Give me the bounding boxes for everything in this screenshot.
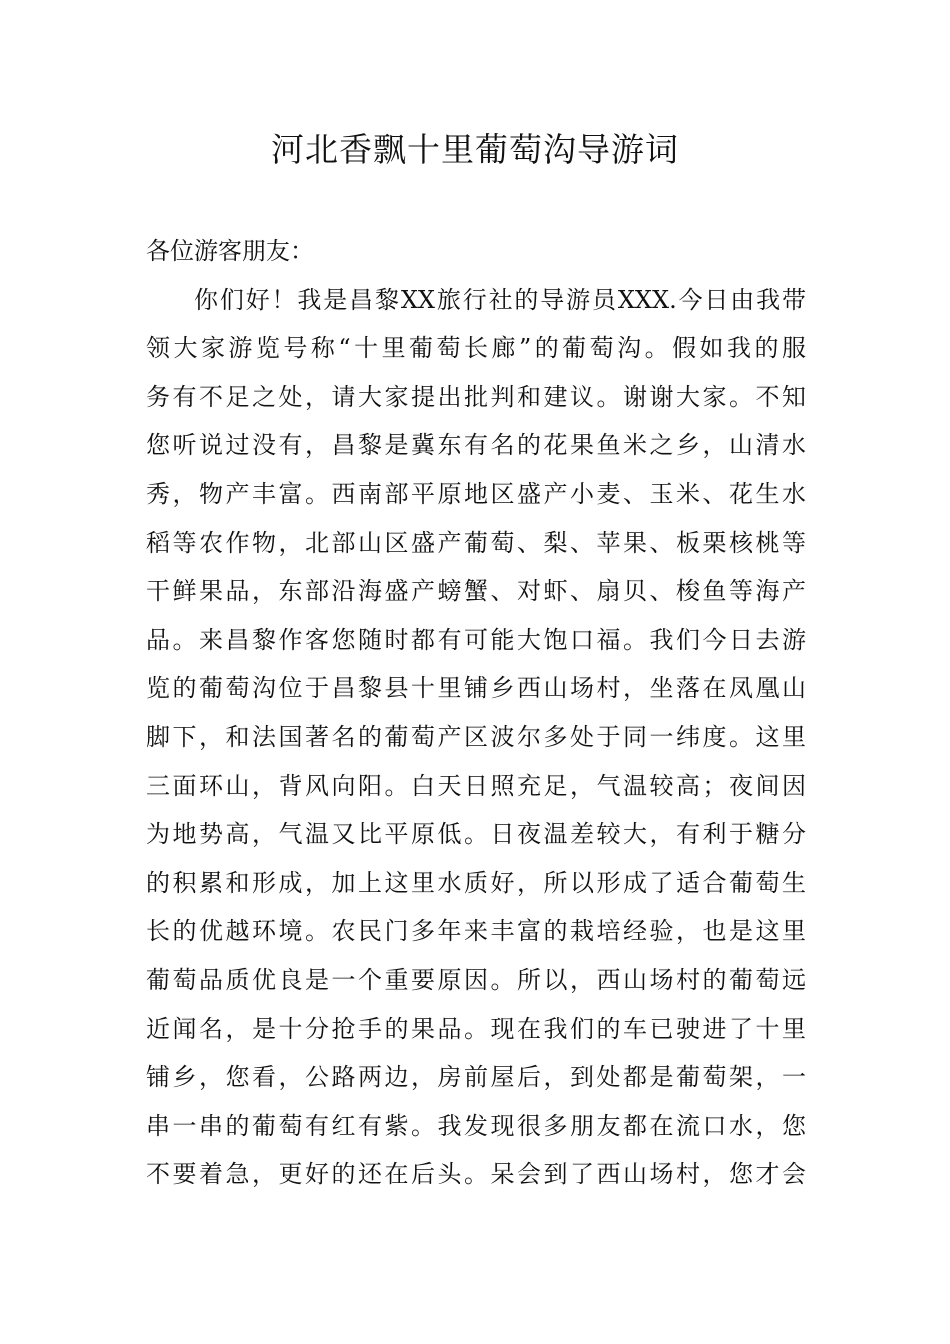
body-line: 品。来昌黎作客您随时都有可能大饱口福。我们今日去游 xyxy=(146,625,806,654)
body-line: 串一串的葡萄有红有紫。我发现很多朋友都在流口水，您 xyxy=(146,1111,806,1140)
body-line: 脚下，和法国著名的葡萄产区波尔多处于同一纬度。这里 xyxy=(146,722,806,751)
body-line: 为地势高，气温又比平原低。日夜温差较大，有利于糖分 xyxy=(146,820,806,849)
body-line: 近闻名，是十分抢手的果品。现在我们的车已驶进了十里 xyxy=(146,1014,806,1043)
body-line: 不要着急，更好的还在后头。呆会到了西山场村，您才会 xyxy=(146,1160,806,1189)
body-line: 的积累和形成，加上这里水质好，所以形成了适合葡萄生 xyxy=(146,868,806,897)
body-line: 葡萄品质优良是一个重要原因。所以，西山场村的葡萄远 xyxy=(146,965,806,994)
body-line: 你们好！我是昌黎XX旅行社的导游员XXX.今日由我带 xyxy=(194,285,806,314)
body-line: 您听说过没有，昌黎是冀东有名的花果鱼米之乡，山清水 xyxy=(146,431,806,460)
body-line: 干鲜果品，东部沿海盛产螃蟹、对虾、扇贝、梭鱼等海产 xyxy=(146,577,806,606)
document-body xyxy=(146,227,806,1199)
body-line: 领大家游览号称“十里葡萄长廊”的葡萄沟。假如我的服 xyxy=(146,334,806,363)
document-title: 河北香飘十里葡萄沟导游词 xyxy=(271,130,679,169)
body-line: 三面环山，背风向阳。白天日照充足，气温较高；夜间因 xyxy=(146,771,806,800)
body-line: 务有不足之处，请大家提出批判和建议。谢谢大家。不知 xyxy=(146,382,806,411)
body-line: 长的优越环境。农民门多年来丰富的栽培经验，也是这里 xyxy=(146,917,806,946)
body-line: 览的葡萄沟位于昌黎县十里铺乡西山场村，坐落在凤凰山 xyxy=(146,674,806,703)
salutation-line: 各位游客朋友： xyxy=(146,237,314,265)
body-line: 稻等农作物，北部山区盛产葡萄、梨、苹果、板栗核桃等 xyxy=(146,528,806,557)
body-line: 秀，物产丰富。西南部平原地区盛产小麦、玉米、花生水 xyxy=(146,479,806,508)
body-line: 铺乡，您看，公路两边，房前屋后，到处都是葡萄架，一 xyxy=(146,1063,806,1092)
